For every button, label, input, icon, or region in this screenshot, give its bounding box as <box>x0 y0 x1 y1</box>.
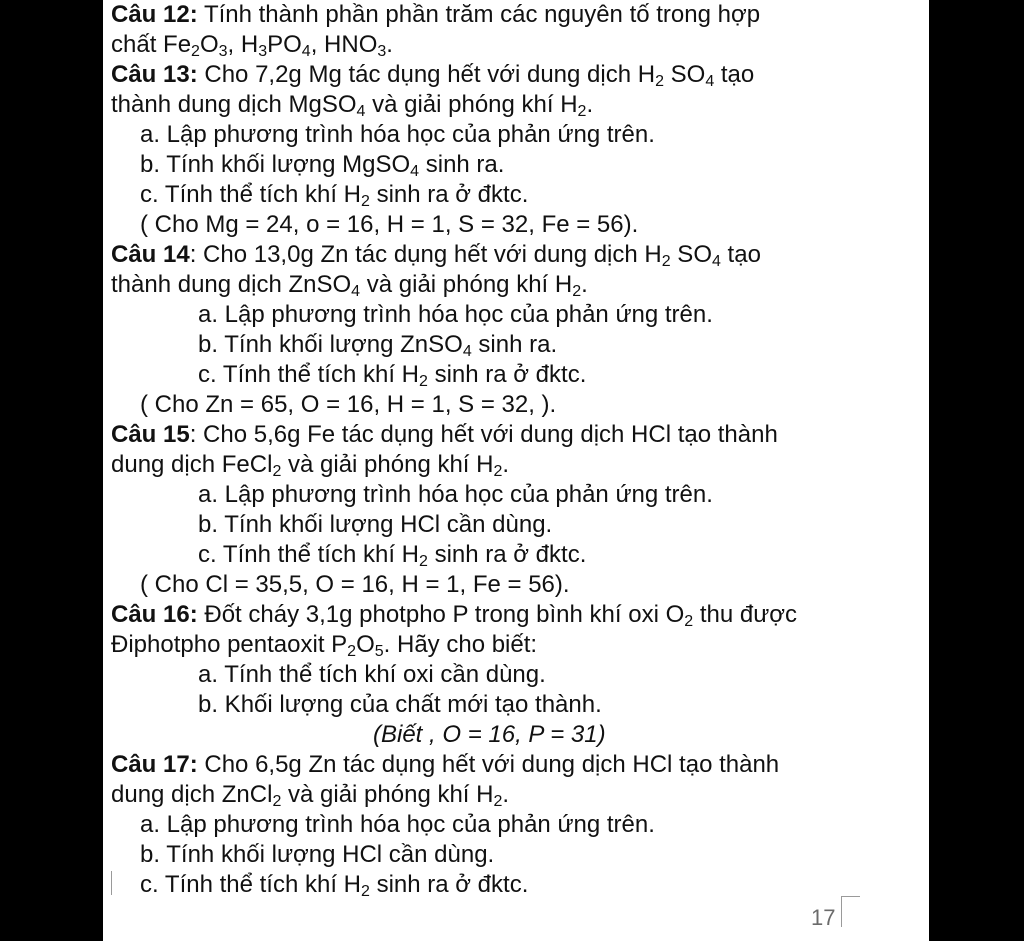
q15-part-a: a. Lập phương trình hóa học của phản ứng trên. <box>198 481 713 508</box>
q15-t3: và giải phóng khí H <box>281 451 494 478</box>
q17-t3: và giải phóng khí H <box>281 781 494 808</box>
q12-t5: , HNO <box>310 31 378 58</box>
q14-s3: 4 <box>351 283 361 300</box>
q15-label: Câu 15 <box>111 421 190 448</box>
q16-line2 <box>111 630 537 660</box>
q14-t5: và giải phóng khí H <box>360 271 573 298</box>
q16-part-b: b. Khối lượng của chất mới tạo thành. <box>198 691 602 718</box>
q16-part-a: a. Tính thể tích khí oxi cần dùng. <box>198 661 546 688</box>
q14-t6: . <box>581 271 588 298</box>
document-page <box>103 0 929 941</box>
q15-part-b: b. Tính khối lượng HCl cần dùng. <box>198 511 553 538</box>
q16-label: Câu 16: <box>111 601 198 628</box>
q17-label: Câu 17: <box>111 751 198 778</box>
q13-t6: . <box>586 91 594 118</box>
q14-s2: 4 <box>711 253 721 270</box>
q13-b2: sinh ra. <box>419 151 505 178</box>
q12-s3: 3 <box>258 43 268 60</box>
q13-t5: và giải phóng khí H <box>365 91 578 118</box>
q17-t1: Cho 6,5g Zn tác dụng hết với dung dịch HCl tạo thành <box>204 751 780 778</box>
q13-cs: 2 <box>361 193 370 210</box>
q14-s4: 2 <box>572 283 582 300</box>
q13-s1: 2 <box>655 73 664 90</box>
q16-t1: Đốt cháy 3,1g photpho P trong bình khí oxi O <box>204 601 685 628</box>
q13-b1: b. Tính khối lượng MgSO <box>140 151 411 178</box>
q13-bs: 4 <box>410 163 420 180</box>
q15-line2 <box>111 450 509 480</box>
q12-s4: 4 <box>301 43 311 60</box>
q14-s1: 2 <box>661 253 671 270</box>
q14-c1: c. Tính thể tích khí H <box>198 361 419 388</box>
q15-c2: sinh ra ở đktc. <box>427 541 587 568</box>
q17-t2: dung dịch ZnCl <box>111 781 273 808</box>
q12-s2: 3 <box>218 43 228 60</box>
q16-t2: thu được <box>693 601 798 628</box>
margin-corner-left <box>107 871 112 895</box>
q13-s2: 4 <box>705 73 715 90</box>
q13-c1: c. Tính thể tích khí H <box>140 181 361 208</box>
q14-line2 <box>111 270 588 300</box>
q16-t3: Điphotpho pentaoxit P <box>111 631 348 658</box>
q13-c2: sinh ra ở đktc. <box>369 181 529 208</box>
q15-s1: 2 <box>272 463 282 480</box>
q12-t6: . <box>386 31 393 58</box>
q13-line1 <box>111 60 754 90</box>
q14-t2: SO <box>670 241 712 268</box>
q14-b1: b. Tính khối lượng ZnSO <box>198 331 463 358</box>
q13-s4: 2 <box>577 103 587 120</box>
q16-given: (Biết , O = 16, P = 31) <box>373 721 606 748</box>
q13-label: Câu 13: <box>111 61 198 88</box>
q12-line2 <box>111 30 393 60</box>
q12-t1: chất Fe <box>111 31 192 58</box>
q17-part-a: a. Lập phương trình hóa học của phản ứng trên. <box>140 811 655 838</box>
q14-b2: sinh ra. <box>471 331 558 358</box>
q17-cs: 2 <box>361 883 370 900</box>
margin-corner-right <box>841 896 860 927</box>
q15-c1: c. Tính thể tích khí H <box>198 541 419 568</box>
q16-t5: . Hãy cho biết: <box>383 631 538 658</box>
q12-label: Câu 12: <box>111 1 198 28</box>
q14-t1: : Cho 13,0g Zn tác dụng hết với dung dịch H <box>189 241 662 268</box>
q14-line1 <box>111 240 761 270</box>
q14-t3: tạo <box>720 241 761 268</box>
q16-t4: O <box>356 631 375 658</box>
q15-s2: 2 <box>493 463 503 480</box>
q17-c1: c. Tính thể tích khí H <box>140 871 361 898</box>
q15-given: ( Cho Cl = 35,5, O = 16, H = 1, Fe = 56). <box>140 571 570 598</box>
q14-given: ( Cho Zn = 65, O = 16, H = 1, S = 32, ). <box>140 391 557 418</box>
q15-t4: . <box>502 451 510 478</box>
q12-t4: PO <box>267 31 302 58</box>
q13-s3: 4 <box>356 103 366 120</box>
q14-label: Câu 14 <box>111 241 190 268</box>
q17-s1: 2 <box>272 793 282 810</box>
q13-t2: SO <box>663 61 706 88</box>
q17-part-c <box>140 870 528 900</box>
q14-part-b <box>198 330 557 360</box>
q15-cs: 2 <box>419 553 428 570</box>
q17-line1 <box>111 750 779 780</box>
q12-s5: 3 <box>377 43 387 60</box>
q13-t3: tạo <box>714 61 755 88</box>
q17-line2 <box>111 780 509 810</box>
q16-s1: 2 <box>684 613 694 630</box>
q17-s2: 2 <box>493 793 503 810</box>
q16-line1 <box>111 600 797 630</box>
q13-t1: Cho 7,2g Mg tác dụng hết với dung dịch H <box>204 61 656 88</box>
q12-text: Tính thành phần phần trăm các nguyên tố trong hợp <box>203 1 761 28</box>
q15-part-c <box>198 540 586 570</box>
q13-t4: thành dung dịch MgSO <box>111 91 357 118</box>
q14-part-c <box>198 360 586 390</box>
q15-t1: : Cho 5,6g Fe tác dụng hết với dung dịch HCl tạo thành <box>189 421 778 448</box>
q13-part-a: a. Lập phương trình hóa học của phản ứng trên. <box>140 121 655 148</box>
q13-line2 <box>111 90 593 120</box>
q16-s3: 5 <box>374 643 384 660</box>
q14-t4: thành dung dịch ZnSO <box>111 271 352 298</box>
page-number: 17 <box>811 905 836 930</box>
q14-part-a: a. Lập phương trình hóa học của phản ứng trên. <box>198 301 713 328</box>
q17-t4: . <box>502 781 510 808</box>
q13-part-b <box>140 150 504 180</box>
q13-part-c <box>140 180 528 210</box>
q15-t2: dung dịch FeCl <box>111 451 273 478</box>
q12-s1: 2 <box>191 43 200 60</box>
q16-s2: 2 <box>347 643 357 660</box>
q13-given: ( Cho Mg = 24, o = 16, H = 1, S = 32, Fe = 56). <box>140 211 639 238</box>
q14-cs: 2 <box>419 373 428 390</box>
q12-t3: , H <box>227 31 259 58</box>
q12-t2: O <box>199 31 219 58</box>
q17-c2: sinh ra ở đktc. <box>369 871 529 898</box>
q15-line1 <box>111 420 778 450</box>
q12-line1 <box>111 0 760 30</box>
q14-c2: sinh ra ở đktc. <box>427 361 587 388</box>
q17-part-b: b. Tính khối lượng HCl cần dùng. <box>140 841 495 868</box>
q14-bs: 4 <box>462 343 472 360</box>
